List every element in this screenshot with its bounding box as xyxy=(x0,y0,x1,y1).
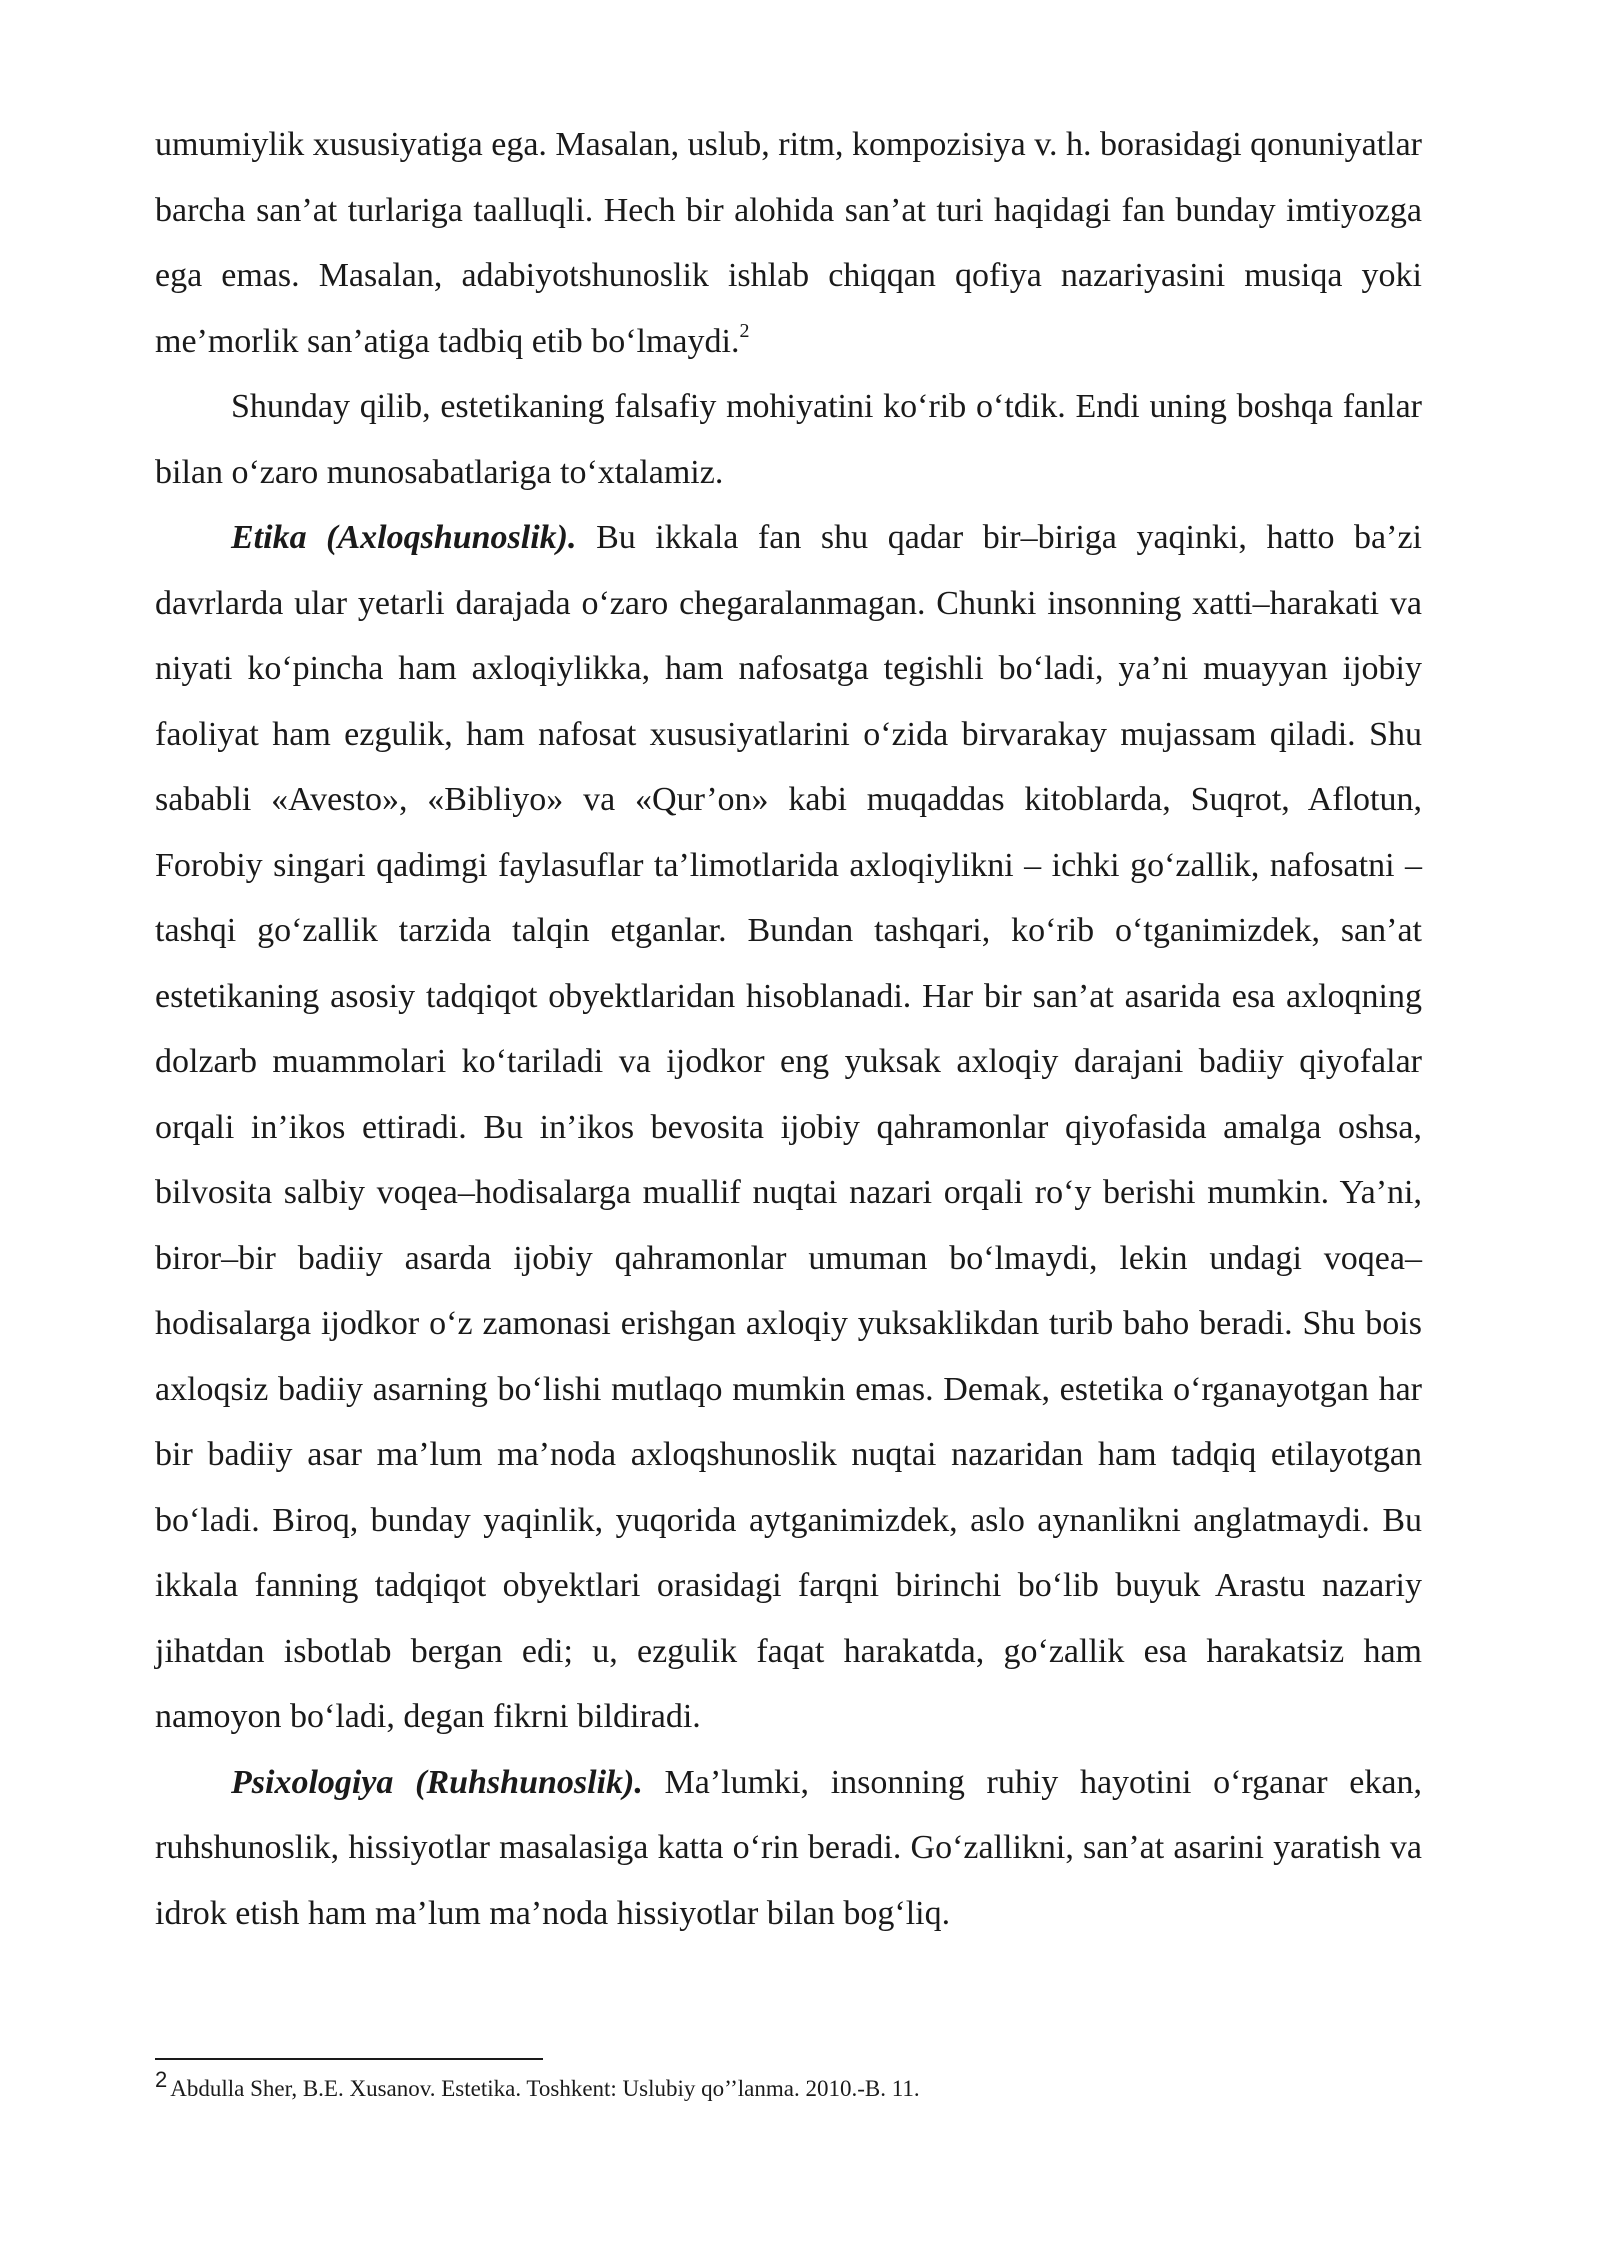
section-heading-psychology: Psixologiya (Ruhshunoslik). xyxy=(231,1763,643,1801)
paragraph-transition xyxy=(155,374,1422,505)
footnote-separator xyxy=(155,2058,543,2060)
footnote xyxy=(155,2067,1422,2104)
paragraph-ethics xyxy=(155,505,1422,1750)
page-body xyxy=(155,112,1422,1946)
footnote-number: 2 xyxy=(155,2067,168,2093)
paragraph-text: Ma’lumki, insonning ruhiy hayotini o‘rganar ekan, ruhshunoslik, hissiyotlar masalasiga katta o‘rin beradi. Go‘zallikni, san’at asarini yaratish va idrok etish ham ma’lum ma’noda hissiyotlar bilan bog‘liq. xyxy=(155,1763,1422,1932)
paragraph-continuation xyxy=(155,112,1422,374)
paragraph-text: umumiylik xususiyatiga ega. Masalan, uslub, ritm, kompozisiya v. h. borasidagi qonuniyatlar barcha san’at turlariga taalluqli. Hech bir alohida san’at turi haqidagi fan bunday imtiyozga ega emas. Masalan, adabiyotshunoslik ishlab chiqqan qofiya nazariyasini musiqa yoki me’morlik san’atiga tadbiq etib bo‘lmaydi. xyxy=(155,126,1422,360)
footnote-reference[interactable]: 2 xyxy=(739,320,750,343)
paragraph-psychology xyxy=(155,1750,1422,1947)
paragraph-text: Bu ikkala fan shu qadar bir–biriga yaqinki, hatto ba’zi davrlarda ular yetarli darajada o‘zaro chegaralanmagan. Chunki insonning xatti–harakati va niyati ko‘pincha ham axloqiylikka, ham nafosatga tegishli bo‘ladi, ya’ni muayyan ijobiy faoliyat ham ezgulik, ham nafosat xususiyatlarini o‘zida birvarakay mujassam qiladi. Shu sababli «Avesto», «Bibliyo» va «Qur’on» kabi muqaddas kitoblarda, Suqrot, Aflotun, Forobiy singari qadimgi faylasuflar ta’limotlarida axloqiylikni – ichki go‘zallik, nafosatni – tashqi go‘zallik tarzida talqin etganlar. Bundan tashqari, ko‘rib o‘tganimizdek, san’at estetikaning asosiy tadqiqot obyektlaridan hisoblanadi. Har bir san’at asarida esa axloqning dolzarb muammolari ko‘tariladi va ijodkor eng yuksak axloqiy darajani badiiy qiyofalar orqali in’ikos ettiradi. Bu in’ikos bevosita ijobiy qahramonlar qiyofasida amalga oshsa, bilvosita salbiy voqea–hodisalarga muallif nuqtai nazari orqali ro‘y berishi mumkin. Ya’ni, biror–bir badiiy asarda ijobiy qahramonlar umuman bo‘lmaydi, lekin undagi voqea–hodisalarga ijodkor o‘z zamonasi erishgan axloqiy yuksaklikdan turib baho beradi. Shu bois axloqsiz badiiy asarning bo‘lishi mutlaqo mumkin emas. Demak, estetika o‘rganayotgan har bir badiiy asar ma’lum ma’noda axloqshunoslik nuqtai nazaridan ham tadqiq etilayotgan bo‘ladi. Biroq, bunday yaqinlik, yuqorida aytganimizdek, aslo aynanlikni anglatmaydi. Bu ikkala fanning tadqiqot obyektlari orasidagi farqni birinchi bo‘lib buyuk Arastu nazariy jihatdan isbotlab bergan edi; u, ezgulik faqat harakatda, go‘zallik esa harakatsiz ham namoyon bo‘ladi, degan fikrni bildiradi. xyxy=(155,519,1422,1735)
section-heading-ethics: Etika (Axloqshunoslik). xyxy=(231,519,577,556)
paragraph-text: Shunday qilib, estetikaning falsafiy mohiyatini ko‘rib o‘tdik. Endi uning boshqa fanlar bilan o‘zaro munosabatlariga to‘xtalamiz. xyxy=(155,388,1422,491)
footnote-text: Abdulla Sher, B.E. Xusanov. Estetika. Toshkent: Uslubiy qo’’lanma. 2010.-B. 11. xyxy=(170,2076,920,2101)
